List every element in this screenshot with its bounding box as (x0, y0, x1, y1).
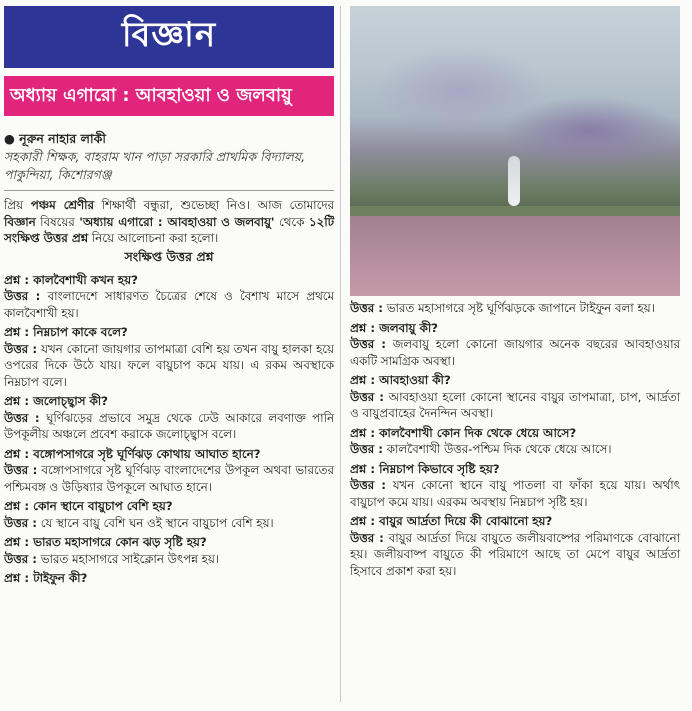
answer-label: উত্তর : (350, 337, 386, 351)
question (350, 461, 680, 478)
question-text: নিম্নচাপ কিভাবে সৃষ্টি হয়? (379, 461, 500, 476)
answer (4, 341, 334, 391)
qa-list-left (4, 272, 334, 587)
question (350, 425, 680, 442)
author-name: ● নূরুন নাহার লাকী (4, 130, 334, 148)
answer-text: যে স্থানে বায়ু বেশি ঘন ওই স্থানে বায়ুচাপ বেশি হয়। (40, 515, 274, 530)
question-label: প্রশ্ন : (4, 272, 30, 287)
intro-text: বিষয়ের (35, 214, 80, 229)
answer-text: বাংলাদেশে সাধারণত চৈত্রের শেষে ও বৈশাখ মাসে প্রথমে কালবৈশাখী হয়। (4, 289, 334, 320)
intro-class: পঞ্চম শ্রেণীর (30, 198, 94, 212)
answer-text: ভারত মহাসাগরে সাইক্লোন উৎপন্ন হয়। (40, 551, 219, 566)
question-label: প্রশ্ন : (350, 373, 376, 387)
question (4, 446, 334, 463)
question-text: বঙ্গোপসাগরে সৃষ্ট ঘূর্ণিঝড় কোথায় আঘাত হানে? (33, 446, 261, 461)
question-text: আবহাওয়া কী? (379, 373, 451, 387)
divider (4, 190, 334, 191)
question-label: প্রশ্ন : (4, 394, 30, 408)
section-title: বিজ্ঞান (4, 6, 334, 68)
left-column (4, 6, 334, 706)
answer-text: জলবায়ু হলো কোনো জায়গার অনেক বছরের আবহাওয়ার একটি সামগ্রিক অবস্থা। (350, 337, 680, 368)
answer (4, 410, 334, 443)
intro-text: শিক্ষার্থী বন্ধুরা, শুভেচ্ছা নিও। আজ তোমাদের (93, 198, 335, 212)
question (350, 372, 680, 389)
question (4, 272, 334, 289)
column-divider (340, 6, 341, 702)
answer-text: আবহাওয়া হলো কোনো স্থানের বায়ুর তাপমাত্রা, চাপ, আর্দ্রতা ও বায়ুপ্রবাহের দৈনন্দিন অবস্থা। (350, 389, 680, 420)
answer-text: কালবৈশাখী উত্তর-পশ্চিম দিক থেকে ধেয়ে আসে। (386, 442, 612, 456)
intro-text: থেকে (274, 214, 309, 229)
answer (4, 462, 334, 495)
answer (4, 288, 334, 321)
question-text: টাইফুন কী? (33, 571, 88, 585)
question (4, 534, 334, 551)
intro-text: প্রিয় (4, 198, 31, 212)
answer-label: উত্তর : (350, 478, 386, 492)
question (350, 320, 680, 337)
question-label: প্রশ্ন : (4, 446, 30, 461)
answer-label: উত্তর : (4, 341, 38, 356)
answer-label: উত্তর : (350, 530, 384, 545)
chapter-title: অধ্যায় এগারো : আবহাওয়া ও জলবায়ু (4, 76, 334, 116)
question-text: জলোচ্ছ্বাস কী? (33, 394, 108, 408)
question-text: নিম্নচাপ কাকে বলে? (33, 325, 128, 339)
question (4, 570, 334, 587)
tornado-photo (350, 6, 680, 296)
question (4, 393, 334, 410)
author-block (4, 130, 334, 184)
question-text: জলবায়ু কী? (379, 320, 439, 335)
answer (350, 530, 680, 580)
question-label: প্রশ্ন : (4, 325, 30, 339)
answer-label: উত্তর : (4, 515, 37, 530)
question-label: প্রশ্ন : (350, 461, 376, 476)
question-text: কালবৈশাখী কোন দিক থেকে ধেয়ে আসে? (379, 425, 577, 440)
sub-heading: সংক্ষিপ্ত উত্তর প্রশ্ন (124, 248, 214, 264)
question-text: কোন স্থানে বায়ুচাপ বেশি হয়? (33, 499, 173, 513)
question (4, 498, 334, 515)
answer-label: উত্তর : (350, 442, 383, 456)
intro-count: ১২টি সংক্ষিপ্ত উত্তর প্রশ্ন (4, 214, 335, 245)
answer (350, 336, 680, 369)
answer-text: বঙ্গোপসাগরে সৃষ্ট ঘূর্ণিঝড় বাংলাদেশের উপকূল অথবা ভারতের পশ্চিমবঙ্গ ও উড়িষ্যার উপকূলে আঘাত হানে। (4, 463, 335, 494)
answer-label: উত্তর : (4, 410, 40, 425)
answer-label: উত্তর : (350, 301, 383, 315)
question (4, 324, 334, 341)
answer (350, 389, 680, 422)
intro-chapter-ref: 'অধ্যায় এগারো : আবহাওয়া ও জলবায়ু' (79, 214, 275, 229)
question-text: কালবৈশাখী কখন হয়? (33, 272, 138, 287)
answer (4, 551, 334, 568)
answer-text: ভারত মহাসাগরে সৃষ্ট ঘূর্ণিঝড়কে জাপানে টাইফুন বলা হয়। (386, 301, 655, 315)
answer-label: উত্তর : (4, 289, 41, 303)
right-column (350, 6, 680, 706)
intro-paragraph (4, 197, 334, 247)
question-label: প্রশ্ন : (350, 320, 376, 335)
answer-label: উত্তর : (350, 389, 384, 404)
author-affiliation: সহকারী শিক্ষক, বাহরাম খান পাড়া সরকারি প্রাথমিক বিদ্যালয়, পাকুন্দিয়া, কিশোরগঞ্জ (4, 149, 306, 182)
answer-text: যখন কোনো জায়গার তাপমাত্রা বেশি হয় তখন বায়ু হালকা হয়ে ওপরের দিকে উঠে যায়। ফলে বায়ুচাপ কমে যায়। এ রকম অবস্থাকে নিম্নচাপ বলে। (4, 341, 334, 389)
question-label: প্রশ্ন : (350, 514, 376, 528)
question-label: প্রশ্ন : (4, 499, 30, 513)
question-label: প্রশ্ন : (350, 425, 376, 440)
question-label: প্রশ্ন : (4, 571, 30, 585)
cloud-shape (500, 96, 680, 166)
qa-list-right (350, 300, 680, 579)
answer (350, 300, 680, 317)
answer-text: যখন কোনো স্থানে বায়ু পাতলা বা ফাঁকা হয়ে যায়। অর্থাৎ বায়ুচাপ কমে যায়। এরকম অবস্থায় নিম্নচাপ সৃষ্টি হয়। (350, 478, 680, 509)
question-text: বায়ুর আর্দ্রতা দিয়ে কী বোঝানো হয়? (379, 514, 553, 528)
intro-subject: বিজ্ঞান (4, 214, 36, 229)
ground (350, 216, 680, 296)
answer (350, 441, 680, 458)
answer-text: ঘূর্ণিঝড়ের প্রভাবে সমুদ্র থেকে ঢেউ আকারে লবণাক্ত পানি উপকূলীয় অঞ্চলে প্রবেশ করাকে জলোচ্ছ্বাস বলে। (4, 410, 335, 441)
intro-text: নিয়ে আলোচনা করা হলো। (88, 231, 219, 245)
tornado-funnel (508, 156, 520, 206)
question-label: প্রশ্ন : (4, 535, 30, 549)
answer (4, 515, 334, 532)
question (350, 513, 680, 530)
question-text: ভারত মহাসাগরে কোন ঝড় সৃষ্টি হয়? (33, 535, 207, 549)
answer-label: উত্তর : (4, 551, 37, 566)
answer (350, 477, 680, 510)
answer-label: উত্তর : (4, 463, 38, 477)
answer-text: বায়ুর আর্দ্রতা দিয়ে বায়ুতে জলীয়বাষ্পের পরিমাণকে বোঝানো হয়। জলীয়বাষ্প বায়ুতে কী পরিমাণে আছে তা মেপে বায়ুর আর্দ্রতা হিসাবে প্রকাশ করা হয়। (350, 530, 680, 578)
